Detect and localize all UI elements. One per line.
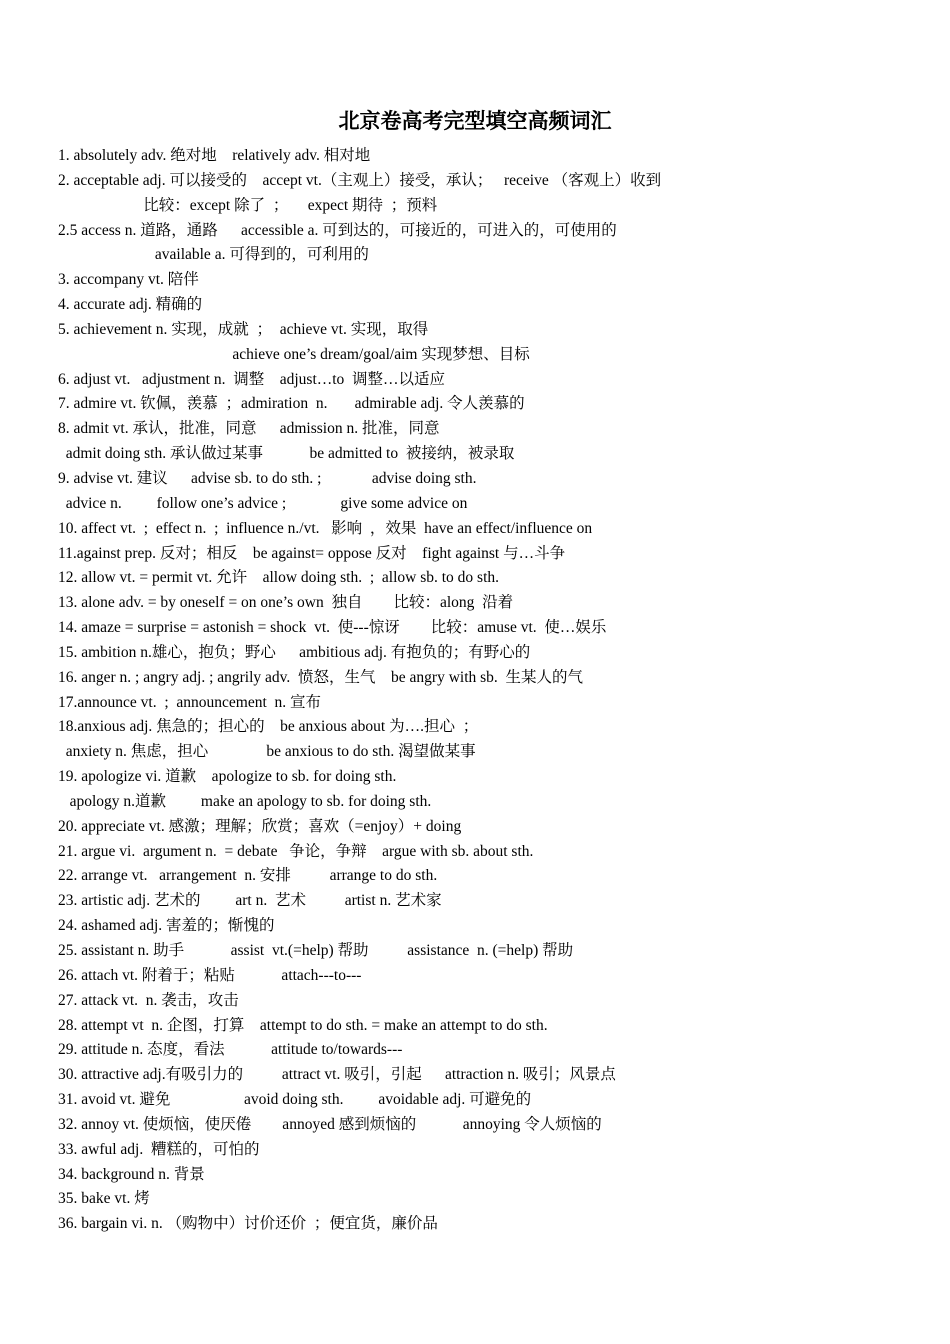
vocabulary-line: 23. artistic adj. 艺术的 art n. 艺术 artist n. 艺术家	[58, 892, 442, 910]
vocabulary-line: 16. anger n. ; angry adj. ; angrily adv. 愤怒，生气 be angry with sb. 生某人的气	[58, 668, 584, 686]
vocabulary-line: 24. ashamed adj. 害羞的；惭愧的	[58, 917, 275, 935]
vocabulary-line: 33. awful adj. 糟糕的，可怕的	[58, 1140, 260, 1158]
vocabulary-line: 29. attitude n. 态度，看法 attitude to/towards---	[58, 1041, 403, 1059]
vocabulary-line: 28. attempt vt n. 企图，打算 attempt to do sth. = make an attempt to do sth.	[58, 1016, 548, 1034]
vocabulary-line: 19. apologize vi. 道歉 apologize to sb. for doing sth.	[58, 768, 397, 786]
vocabulary-line: 9. advise vt. 建议 advise sb. to do sth. ; advise doing sth.	[58, 469, 477, 487]
vocabulary-line: 32. annoy vt. 使烦恼，使厌倦 annoyed 感到烦恼的 annoying 令人烦恼的	[58, 1115, 602, 1133]
vocabulary-line: 21. argue vi. argument n. = debate 争论，争辩 argue with sb. about sth.	[58, 842, 534, 860]
vocabulary-line: 14. amaze = surprise = astonish = shock vt. 使---惊讶 比较：amuse vt. 使…娱乐	[58, 619, 607, 637]
vocabulary-line: 25. assistant n. 助手 assist vt.(=help) 帮助 assistance n. (=help) 帮助	[58, 942, 574, 959]
vocabulary-line: 8. admit vt. 承认，批准，同意 admission n. 批准，同意	[58, 420, 440, 438]
vocabulary-line: 31. avoid vt. 避免 avoid doing sth. avoidable adj. 可避免的	[58, 1091, 532, 1109]
vocabulary-line: achieve one’s dream/goal/aim 实现梦想、目标	[58, 345, 530, 363]
vocabulary-line: 17.announce vt. ; announcement n. 宣布	[58, 693, 322, 711]
vocabulary-line: anxiety n. 焦虑，担心 be anxious to do sth. 渴望做某事	[58, 743, 476, 761]
vocabulary-line: 36. bargain vi. n. （购物中）讨价还价 ；便宜货，廉价品	[58, 1215, 438, 1233]
vocabulary-line: 7. admire vt. 钦佩，羡慕 ；admiration n. admirable adj. 令人羡慕的	[58, 395, 525, 413]
vocabulary-line: 22. arrange vt. arrangement n. 安排 arrange to do sth.	[58, 867, 438, 885]
vocabulary-line: admit doing sth. 承认做过某事 be admitted to 被接纳，被录取	[58, 445, 515, 463]
vocabulary-line: 6. adjust vt. adjustment n. 调整 adjust…to 调整…以适应	[58, 370, 446, 388]
vocabulary-line: 30. attractive adj.有吸引力的 attract vt. 吸引，引起 attraction n. 吸引；风景点	[58, 1066, 616, 1084]
vocabulary-line: 20. appreciate vt. 感激；理解；欣赏；喜欢（=enjoy）+ doing	[58, 817, 462, 835]
document-title: 北京卷高考完型填空高频词汇	[338, 109, 612, 133]
vocabulary-line: available a. 可得到的，可利用的	[58, 246, 369, 264]
vocabulary-line: advice n. follow one’s advice ; give some advice on	[58, 494, 468, 512]
vocabulary-line: 26. attach vt. 附着于；粘贴 attach---to---	[58, 966, 362, 984]
vocabulary-line: 27. attack vt. n. 袭击，攻击	[58, 991, 239, 1009]
vocabulary-line: 5. achievement n. 实现，成就 ； achieve vt. 实现，取得	[58, 320, 429, 338]
vocabulary-line: 11.against prep. 反对；相反 be against= oppose 反对 fight against 与…斗争	[58, 544, 566, 562]
vocabulary-line: 1. absolutely adv. 绝对地 relatively adv. 相对地	[58, 147, 371, 164]
vocabulary-line: 2.5 access n. 道路，通路 accessible a. 可到达的，可接近的，可进入的，可使用的	[58, 221, 617, 239]
vocabulary-line: 12. allow vt. = permit vt. 允许 allow doing sth. ; allow sb. to do sth.	[58, 569, 500, 587]
vocabulary-line: 3. accompany vt. 陪伴	[58, 271, 199, 289]
vocabulary-line: 18.anxious adj. 焦急的；担心的 be anxious about 为….担心 ；	[58, 718, 479, 736]
vocabulary-line: 4. accurate adj. 精确的	[58, 296, 203, 314]
vocabulary-line: 13. alone adv. = by oneself = on one’s own 独自 比较：along 沿着	[58, 594, 514, 612]
vocabulary-line: apology n.道歉 make an apology to sb. for doing sth.	[58, 792, 432, 810]
vocabulary-line: 10. affect vt. ; effect n. ; influence n./vt. 影响 ，效果 have an effect/influence on	[58, 519, 593, 537]
vocabulary-list	[58, 144, 938, 1237]
vocabulary-line: 34. background n. 背景	[58, 1165, 205, 1183]
vocabulary-line: 15. ambition n.雄心，抱负；野心 ambitious adj. 有抱负的；有野心的	[58, 643, 531, 661]
vocabulary-line: 2. acceptable adj. 可以接受的 accept vt.（主观上）接受，承认； receive （客观上）收到	[58, 171, 662, 189]
vocabulary-line: 35. bake vt. 烤	[58, 1190, 150, 1208]
vocabulary-line: 比较：except 除了 ； expect 期待 ；预料	[58, 196, 438, 214]
